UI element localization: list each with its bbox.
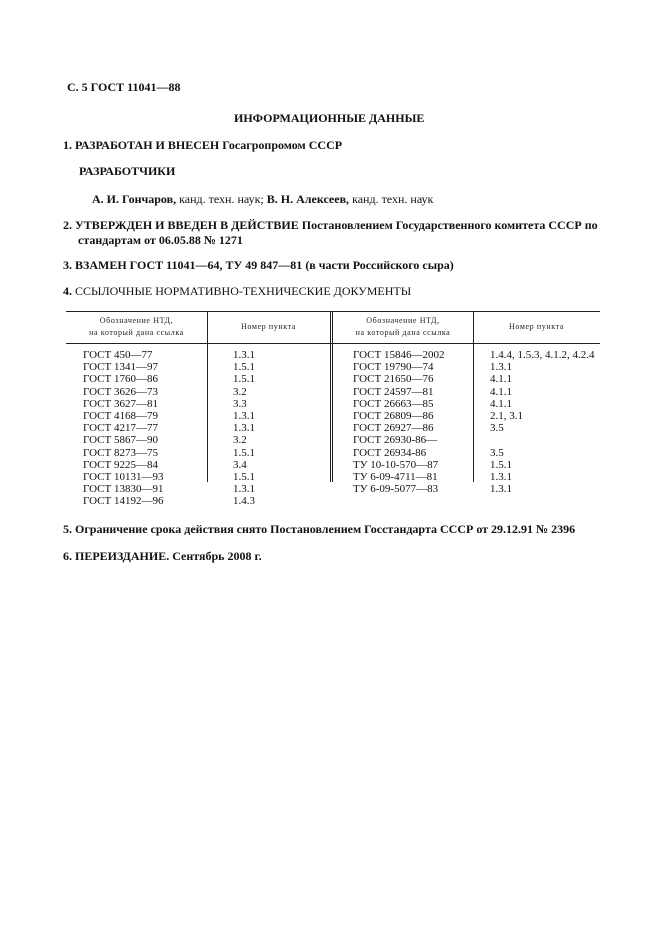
section-text: Ограничение срока действия снято Постановлением Госстандарта СССР от 29.12.91 № 2396 bbox=[75, 522, 576, 536]
section-text: Госагропромом СССР bbox=[222, 138, 343, 152]
table-cell: 1.5.1 bbox=[233, 446, 255, 459]
table-cell: ГОСТ 1341—97 bbox=[83, 361, 158, 374]
developer-degree: канд. техн. наук bbox=[352, 192, 434, 206]
table-top-border bbox=[66, 311, 600, 312]
table-cell: ГОСТ 26930-86— bbox=[353, 434, 438, 447]
section-4 bbox=[63, 284, 411, 299]
section-5 bbox=[63, 522, 575, 537]
column-divider bbox=[330, 311, 331, 482]
left-doc-column bbox=[83, 349, 163, 508]
table-cell: 3.2 bbox=[233, 385, 247, 398]
table-cell: 1.3.1 bbox=[490, 483, 512, 496]
developers-line bbox=[92, 192, 433, 207]
header-doc-right: Обозначение НТД, на который дана ссылка bbox=[355, 316, 451, 337]
table-cell: 1.4.4, 1.5.3, 4.1.2, 4.2.4 bbox=[490, 349, 595, 361]
table-cell: 4.1.1 bbox=[490, 397, 512, 410]
table-cell: ГОСТ 14192—96 bbox=[83, 495, 164, 508]
table-cell bbox=[490, 434, 595, 446]
developers-heading: РАЗРАБОТЧИКИ bbox=[79, 164, 176, 178]
section-1 bbox=[63, 138, 342, 153]
section-number: 4. bbox=[63, 284, 72, 298]
table-cell: ТУ 10-10-570—87 bbox=[353, 458, 439, 471]
table-cell: ГОСТ 450—77 bbox=[83, 349, 153, 361]
developer-name: А. И. Гончаров, bbox=[92, 192, 177, 206]
section-heading: РАЗРАБОТАН И ВНЕСЕН bbox=[75, 138, 220, 152]
table-cell: 1.5.1 bbox=[490, 458, 512, 471]
table-cell: 1.3.1 bbox=[233, 422, 255, 435]
table-cell: ГОСТ 4217—77 bbox=[83, 422, 158, 435]
table-cell: ГОСТ 4168—79 bbox=[83, 410, 158, 423]
section-text: (в части Российского сыра) bbox=[305, 258, 454, 272]
column-divider bbox=[207, 311, 208, 482]
table-cell: 4.1.1 bbox=[490, 373, 512, 386]
table-cell: 1.5.1 bbox=[233, 373, 255, 386]
table-cell: ГОСТ 21650—76 bbox=[353, 373, 434, 386]
table-cell: ГОСТ 10131—93 bbox=[83, 471, 164, 484]
table-cell: 4.1.1 bbox=[490, 385, 512, 398]
table-cell: 3.3 bbox=[233, 397, 247, 410]
section-heading: ССЫЛОЧНЫЕ НОРМАТИВНО-ТЕХНИЧЕСКИЕ ДОКУМЕНТЫ bbox=[75, 284, 412, 298]
table-cell: ГОСТ 9225—84 bbox=[83, 458, 158, 471]
table-cell: ГОСТ 19790—74 bbox=[353, 361, 434, 374]
table-cell: ГОСТ 15846—2002 bbox=[353, 349, 445, 361]
section-number: 2. bbox=[63, 218, 72, 232]
table-cell: 3.4 bbox=[233, 458, 247, 471]
table-cell: ТУ 6-09-5077—83 bbox=[353, 483, 439, 496]
header-item-left: Номер пункта bbox=[241, 322, 296, 331]
table-cell: ГОСТ 26934-86 bbox=[353, 446, 427, 459]
table-cell: 1.3.1 bbox=[233, 483, 255, 496]
table-cell: 1.3.1 bbox=[233, 349, 255, 361]
table-cell: 3.2 bbox=[233, 434, 247, 447]
right-doc-column bbox=[353, 349, 444, 495]
header-item-right: Номер пункта bbox=[509, 322, 564, 331]
table-header-border bbox=[66, 343, 600, 344]
table-cell: 1.5.1 bbox=[233, 471, 255, 484]
table-cell: 1.4.3 bbox=[233, 495, 255, 508]
section-2-line1 bbox=[63, 218, 598, 233]
section-number: 5. bbox=[63, 522, 72, 536]
table-cell: ГОСТ 3626—73 bbox=[83, 385, 158, 398]
left-item-column bbox=[233, 349, 255, 508]
section-text: ПЕРЕИЗДАНИЕ. Сентябрь 2008 г. bbox=[75, 549, 262, 563]
section-number: 1. bbox=[63, 138, 72, 152]
table-cell: ТУ 6-09-4711—81 bbox=[353, 471, 438, 484]
table-cell: 2.1, 3.1 bbox=[490, 410, 523, 423]
developer-degree: канд. техн. наук; bbox=[179, 192, 264, 206]
table-cell: 1.3.1 bbox=[490, 361, 512, 374]
section-heading: ВЗАМЕН ГОСТ 11041—64, ТУ 49 847—81 bbox=[75, 258, 303, 272]
table-cell: ГОСТ 5867—90 bbox=[83, 434, 158, 447]
reference-table bbox=[66, 311, 600, 508]
table-cell: ГОСТ 26663—85 bbox=[353, 397, 434, 410]
table-cell: ГОСТ 26809—86 bbox=[353, 410, 434, 423]
section-3 bbox=[63, 258, 454, 273]
developer-name: В. Н. Алексеев, bbox=[266, 192, 350, 206]
table-cell: 1.5.1 bbox=[233, 361, 255, 374]
page-title: ИНФОРМАЦИОННЫЕ ДАННЫЕ bbox=[234, 111, 425, 125]
section-heading: УТВЕРЖДЕН И ВВЕДЕН В ДЕЙСТВИЕ bbox=[75, 218, 299, 232]
table-cell: ГОСТ 26927—86 bbox=[353, 422, 434, 435]
page-header: С. 5 ГОСТ 11041—88 bbox=[67, 80, 181, 94]
column-divider bbox=[473, 311, 474, 482]
table-cell: 3.5 bbox=[490, 422, 504, 435]
section-number: 3. bbox=[63, 258, 72, 272]
table-cell: ГОСТ 13830—91 bbox=[83, 483, 164, 496]
table-cell: ГОСТ 1760—86 bbox=[83, 373, 158, 386]
section-text: Постановлением Государственного комитета СССР по bbox=[301, 218, 598, 232]
table-cell: ГОСТ 24597—81 bbox=[353, 385, 434, 398]
table-cell: ГОСТ 3627—81 bbox=[83, 397, 158, 410]
section-6 bbox=[63, 549, 262, 564]
table-cell: 1.3.1 bbox=[233, 410, 255, 423]
section-2-line2: стандартам от 06.05.88 № 1271 bbox=[78, 233, 243, 247]
right-item-column bbox=[490, 349, 595, 495]
section-number: 6. bbox=[63, 549, 72, 563]
table-cell: 3.5 bbox=[490, 446, 504, 459]
table-cell: ГОСТ 8273—75 bbox=[83, 446, 158, 459]
table-cell: 1.3.1 bbox=[490, 471, 512, 484]
header-doc-left: Обозначение НТД, на который дана ссылка bbox=[89, 316, 184, 337]
